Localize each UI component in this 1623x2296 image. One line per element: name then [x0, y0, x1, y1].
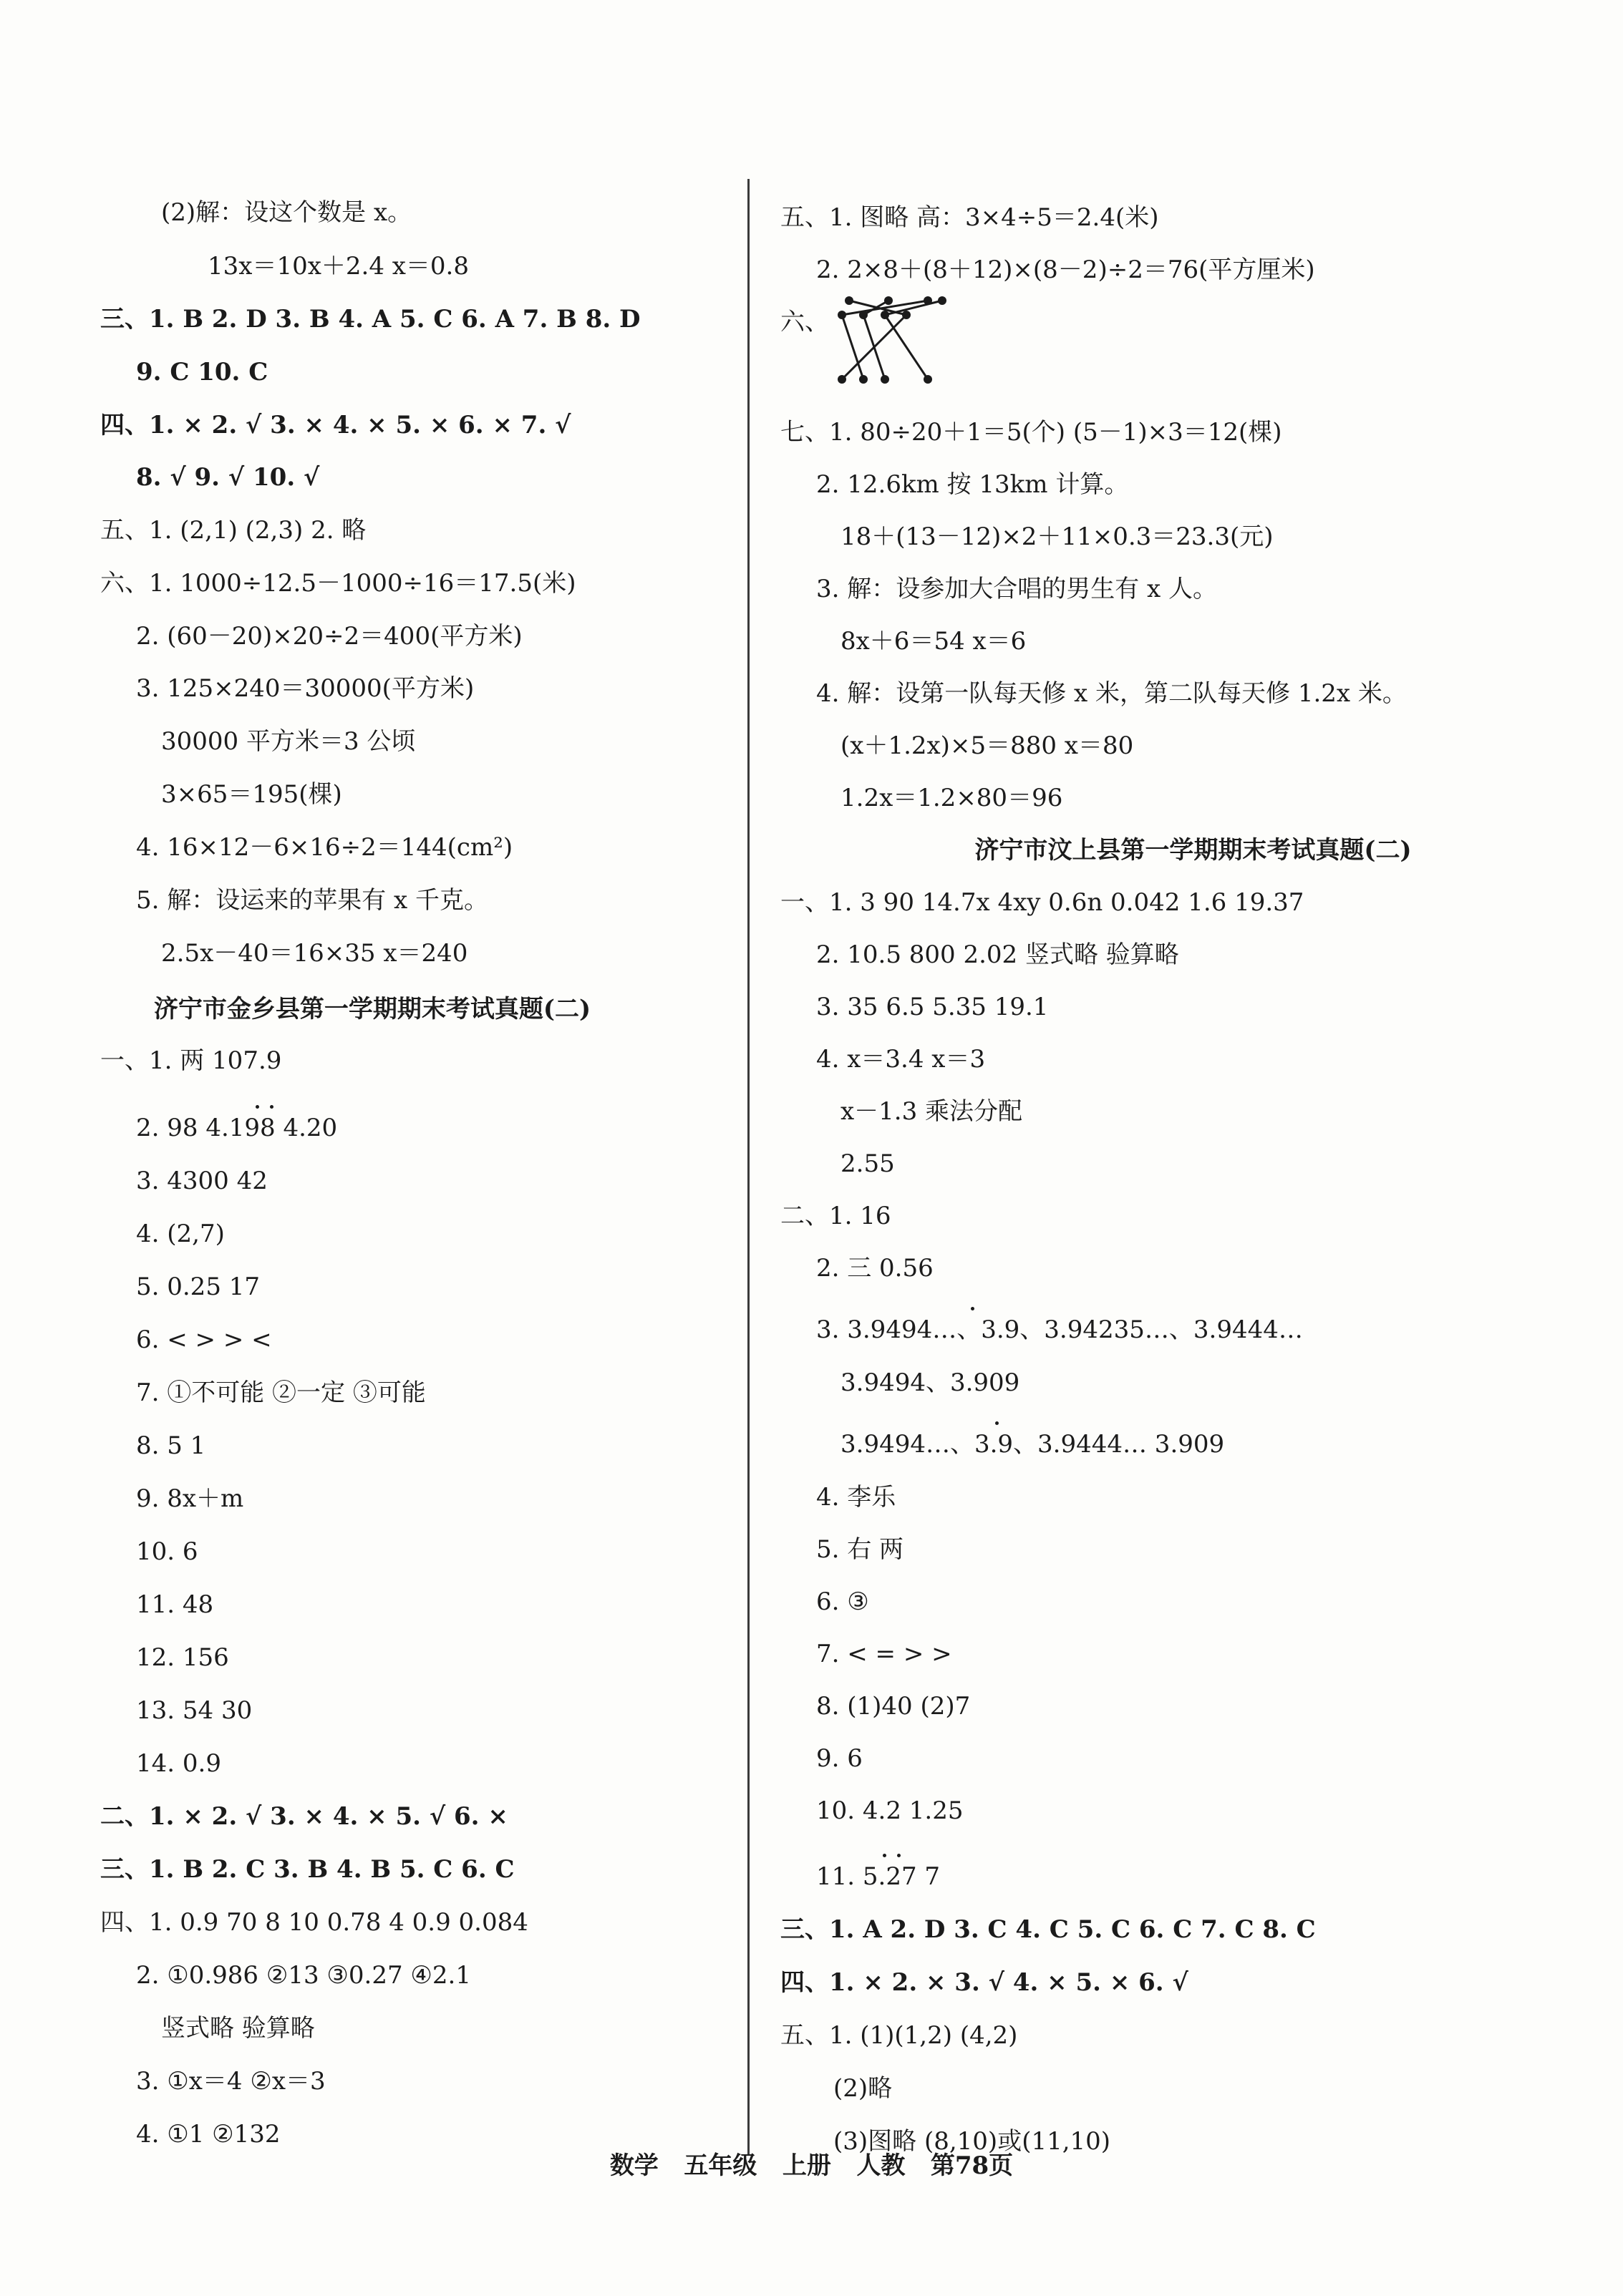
section-heading: 济宁市金乡县第一学期期末考试真题(二): [153, 995, 591, 1023]
answer-line: 1.2x＝1.2×80＝96: [840, 784, 1063, 812]
answer-line: 4. 李乐: [816, 1483, 896, 1512]
answer-line: 2.55: [840, 1149, 895, 1178]
answer-line: 一、1. 3 90 14.7x 4xy 0.6n 0.042 1.6 19.37: [780, 888, 1304, 917]
answer-line: 2. ①0.986 ②13 ③0.27 ④2.1: [136, 1961, 471, 1990]
answer-line: 5. 0.25 17: [136, 1273, 261, 1301]
answer-line: 六、: [780, 308, 829, 336]
answer-line: 2. 2×8＋(8＋12)×(8－2)÷2＝76(平方厘米): [816, 256, 1315, 284]
answer-line: (3)图略 (8,10)或(11,10): [833, 2127, 1111, 2156]
answer-line: 二、1. × 2. √ 3. × 4. × 5. √ 6. ×: [100, 1802, 508, 1831]
answer-line: 8x＋6＝54 x＝6: [840, 627, 1027, 656]
answer-line: 9. 8x＋m: [136, 1484, 244, 1513]
answer-line: 9. C 10. C: [136, 358, 268, 386]
answer-line: 2.5x－40＝16×35 x＝240: [161, 939, 468, 968]
answer-line: 13x＝10x＋2.4 x＝0.8: [208, 252, 470, 281]
answer-line: 8. 5 1: [136, 1431, 206, 1460]
answer-line: 4. ①1 ②132: [136, 2120, 281, 2149]
answer-line: 4. 16×12－6×16÷2＝144(cm²): [136, 833, 513, 862]
answer-line: 6. ③: [816, 1587, 869, 1616]
answer-line: 五、1. 图略 高：3×4÷5＝2.4(米): [780, 203, 1159, 232]
page-footer: 数学 五年级 上册 人教 第78页: [609, 2151, 1014, 2180]
answer-line: (2)解：设这个数是 x。: [161, 198, 412, 227]
answer-line: 8. √ 9. √ 10. √: [136, 463, 320, 492]
answer-line: 3. 3.9494…、3.9、3.94235…、3.9444…: [816, 1315, 1303, 1344]
section-heading: 济宁市汶上县第一学期期末考试真题(二): [974, 836, 1412, 865]
answer-line: 二、1. 16: [780, 1202, 891, 1230]
answer-line: 2. 10.5 800 2.02 竖式略 验算略: [816, 940, 1179, 969]
answer-line: 三、1. A 2. D 3. C 4. C 5. C 6. C 7. C 8. C: [780, 1915, 1316, 1944]
answer-line: 7. < = > >: [816, 1640, 952, 1668]
answer-line: 3. 4300 42: [136, 1167, 268, 1195]
repeating-decimal-dot: [883, 1854, 886, 1857]
answer-line: 四、1. × 2. × 3. √ 4. × 5. × 6. √: [780, 1968, 1188, 1997]
answer-line: 五、1. (1)(1,2) (4,2): [780, 2021, 1018, 2050]
answer-line: 三、1. B 2. C 3. B 4. B 5. C 6. C: [100, 1855, 515, 1884]
repeating-decimal-dot: [995, 1421, 999, 1425]
column-divider: [747, 179, 750, 2154]
answer-line: 七、1. 80÷20＋1＝5(个) (5－1)×3＝12(棵): [780, 418, 1282, 447]
answer-line: 13. 54 30: [136, 1696, 253, 1725]
answer-line: 竖式略 验算略: [161, 2014, 315, 2043]
answer-line: 3. ①x＝4 ②x＝3: [136, 2067, 326, 2096]
answer-line: 3.9494、3.909: [840, 1368, 1020, 1397]
answer-line: (x＋1.2x)×5＝880 x＝80: [840, 731, 1134, 760]
answer-line: 4. x＝3.4 x＝3: [816, 1045, 986, 1074]
answer-line: 三、1. B 2. D 3. B 4. A 5. C 6. A 7. B 8. D: [100, 305, 641, 334]
answer-line: 3.9494…、3.9、3.9444… 3.909: [840, 1430, 1225, 1459]
answer-line: 4. 解：设第一队每天修 x 米，第二队每天修 1.2x 米。: [816, 679, 1407, 708]
repeating-decimal-dot: [270, 1105, 273, 1109]
answer-line: 3. 解：设参加大合唱的男生有 x 人。: [816, 575, 1218, 603]
repeating-decimal-dot: [897, 1854, 901, 1857]
answer-line: 5. 右 两: [816, 1535, 904, 1564]
answer-line: 7. ①不可能 ②一定 ③可能: [136, 1378, 426, 1407]
answer-line: 2. 12.6km 按 13km 计算。: [816, 470, 1129, 499]
answer-line: 11. 5.27 7: [816, 1862, 941, 1891]
answer-line: 30000 平方米＝3 公顷: [161, 727, 416, 756]
answer-line: 2. 98 4.198 4.20: [136, 1114, 338, 1142]
matching-lines-figure: [835, 293, 949, 394]
answer-line: 五、1. (2,1) (2,3) 2. 略: [100, 516, 367, 545]
answer-line: 4. (2,7): [136, 1220, 225, 1248]
answer-line: 四、1. × 2. √ 3. × 4. × 5. × 6. × 7. √: [100, 411, 571, 439]
answer-line: x－1.3 乘法分配: [840, 1097, 1023, 1126]
answer-line: 3×65＝195(棵): [161, 780, 342, 809]
answer-line: 8. (1)40 (2)7: [816, 1692, 971, 1721]
answer-line: 2. (60－20)×20÷2＝400(平方米): [136, 622, 523, 651]
answer-line: 5. 解：设运来的苹果有 x 千克。: [136, 886, 489, 915]
answer-line: 18＋(13－12)×2＋11×0.3＝23.3(元): [840, 522, 1274, 551]
answer-line: 3. 125×240＝30000(平方米): [136, 674, 475, 703]
answer-line: 9. 6: [816, 1744, 863, 1773]
repeating-decimal-dot: [256, 1105, 259, 1109]
answer-line: 四、1. 0.9 70 8 10 0.78 4 0.9 0.084: [100, 1908, 528, 1937]
answer-line: 一、1. 两 107.9: [100, 1046, 282, 1075]
answer-line: 六、1. 1000÷12.5－1000÷16＝17.5(米): [100, 569, 576, 598]
answer-line: 2. 三 0.56: [816, 1254, 934, 1283]
answer-line: (2)略: [833, 2074, 893, 2103]
repeating-decimal-dot: [971, 1307, 974, 1310]
answer-line: 12. 156: [136, 1643, 229, 1672]
answer-line: 10. 6: [136, 1537, 198, 1566]
answer-line: 3. 35 6.5 5.35 19.1: [816, 993, 1049, 1021]
answer-line: 14. 0.9: [136, 1749, 221, 1778]
answer-line: 10. 4.2 1.25: [816, 1796, 964, 1825]
answer-line: 11. 48: [136, 1590, 214, 1619]
answer-line: 6. < > > <: [136, 1325, 272, 1354]
